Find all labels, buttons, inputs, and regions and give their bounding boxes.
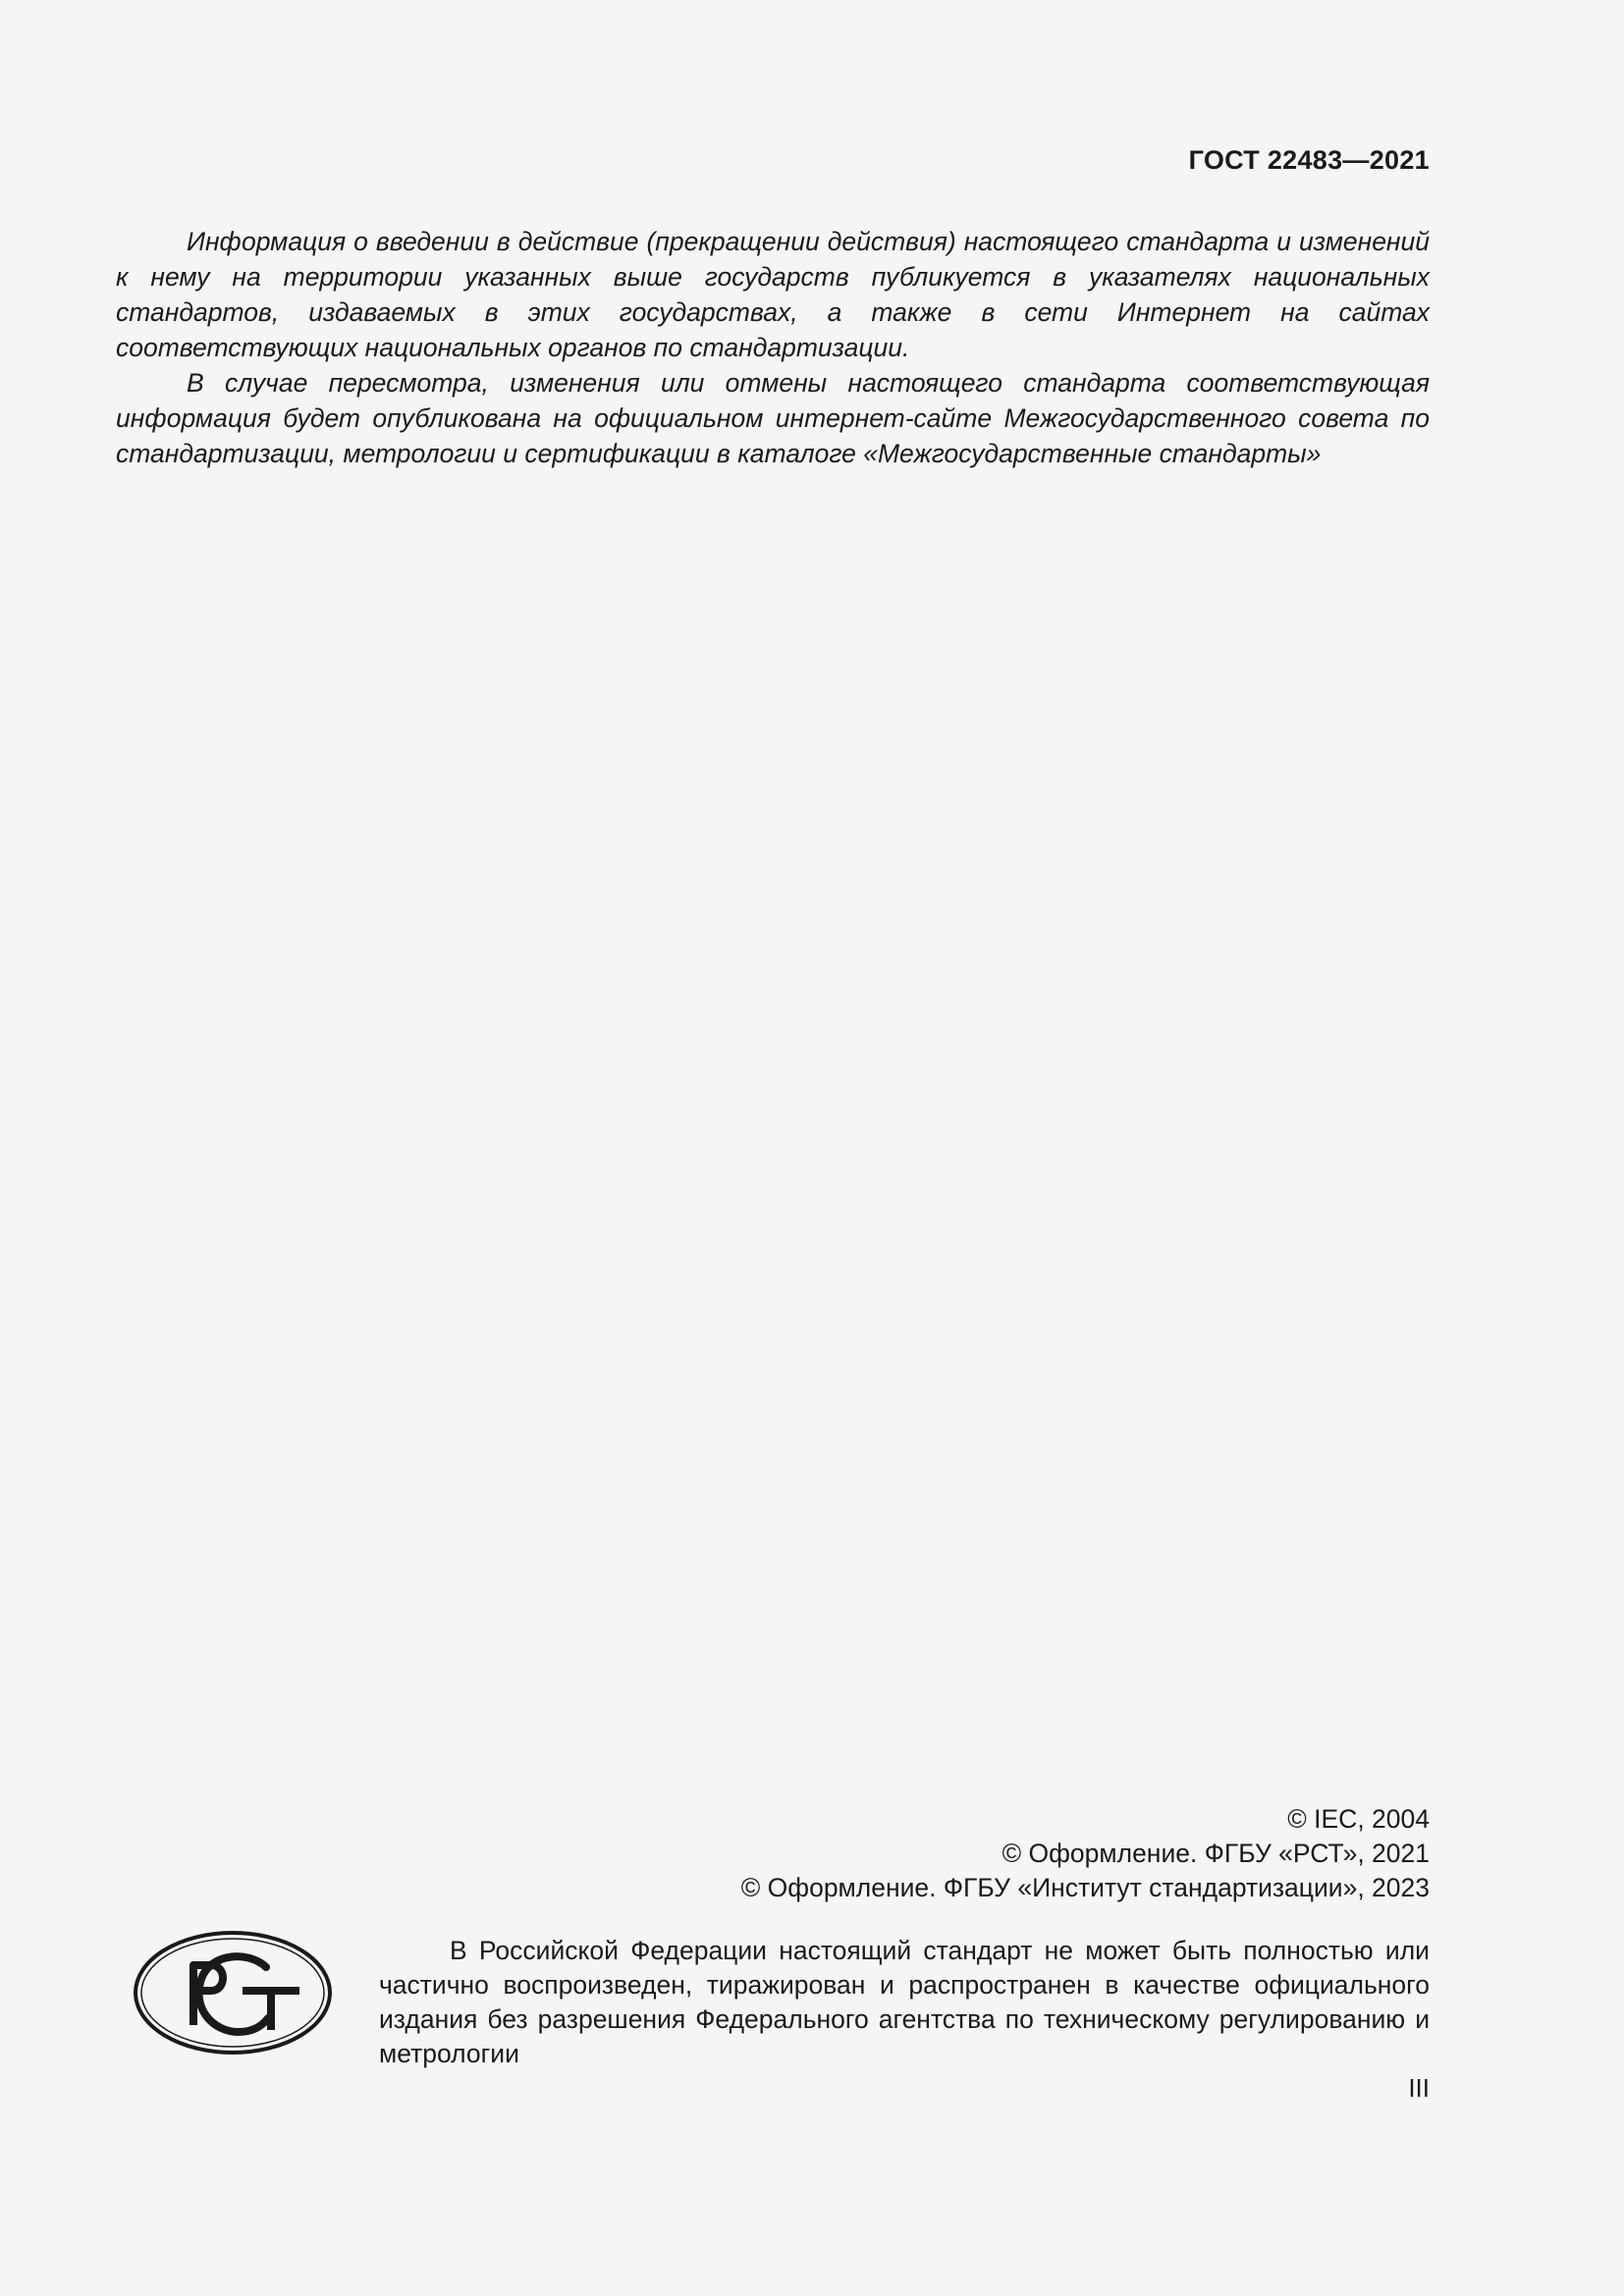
copyright-line-institute: © Оформление. ФГБУ «Институт стандартизации», 2023 <box>740 1873 1430 1902</box>
reproduction-notice-text: В Российской Федерации настоящий стандарт не может быть полностью или частично воспроизведен, тиражирован и распространен в качестве официального издания без разрешения Федерального агентства по техническому регулированию и метрологии <box>379 1936 1430 2068</box>
rst-certification-mark-icon <box>133 1930 333 2056</box>
reproduction-notice <box>379 1934 1430 2071</box>
intro-section <box>116 224 1430 471</box>
intro-paragraph-revision: В случае пересмотра, изменения или отмены настоящего стандарта соответствующая информация будет опубликована на официальном интернет-сайте Межгосударственного совета по стандартизации, метрологии и сертификации в каталоге «Межгосударственные стандарты» <box>116 368 1430 468</box>
intro-paragraph-implementation: Информация о введении в действие (прекращении действия) настоящего стандарта и изменений к нему на территории указанных выше государств публикуется в указателях национальных стандартов, издаваемых в этих государствах, а также в сети Интернет на сайтах соответствующих национальных органов по стандартизации. <box>116 227 1430 362</box>
copyright-block <box>741 1802 1430 1905</box>
document-code: ГОСТ 22483—2021 <box>1188 145 1430 175</box>
copyright-line-rst: © Оформление. ФГБУ «РСТ», 2021 <box>1001 1839 1430 1868</box>
copyright-line-iec: © IEC, 2004 <box>1287 1804 1430 1834</box>
page-number: III <box>1408 2073 1430 2103</box>
